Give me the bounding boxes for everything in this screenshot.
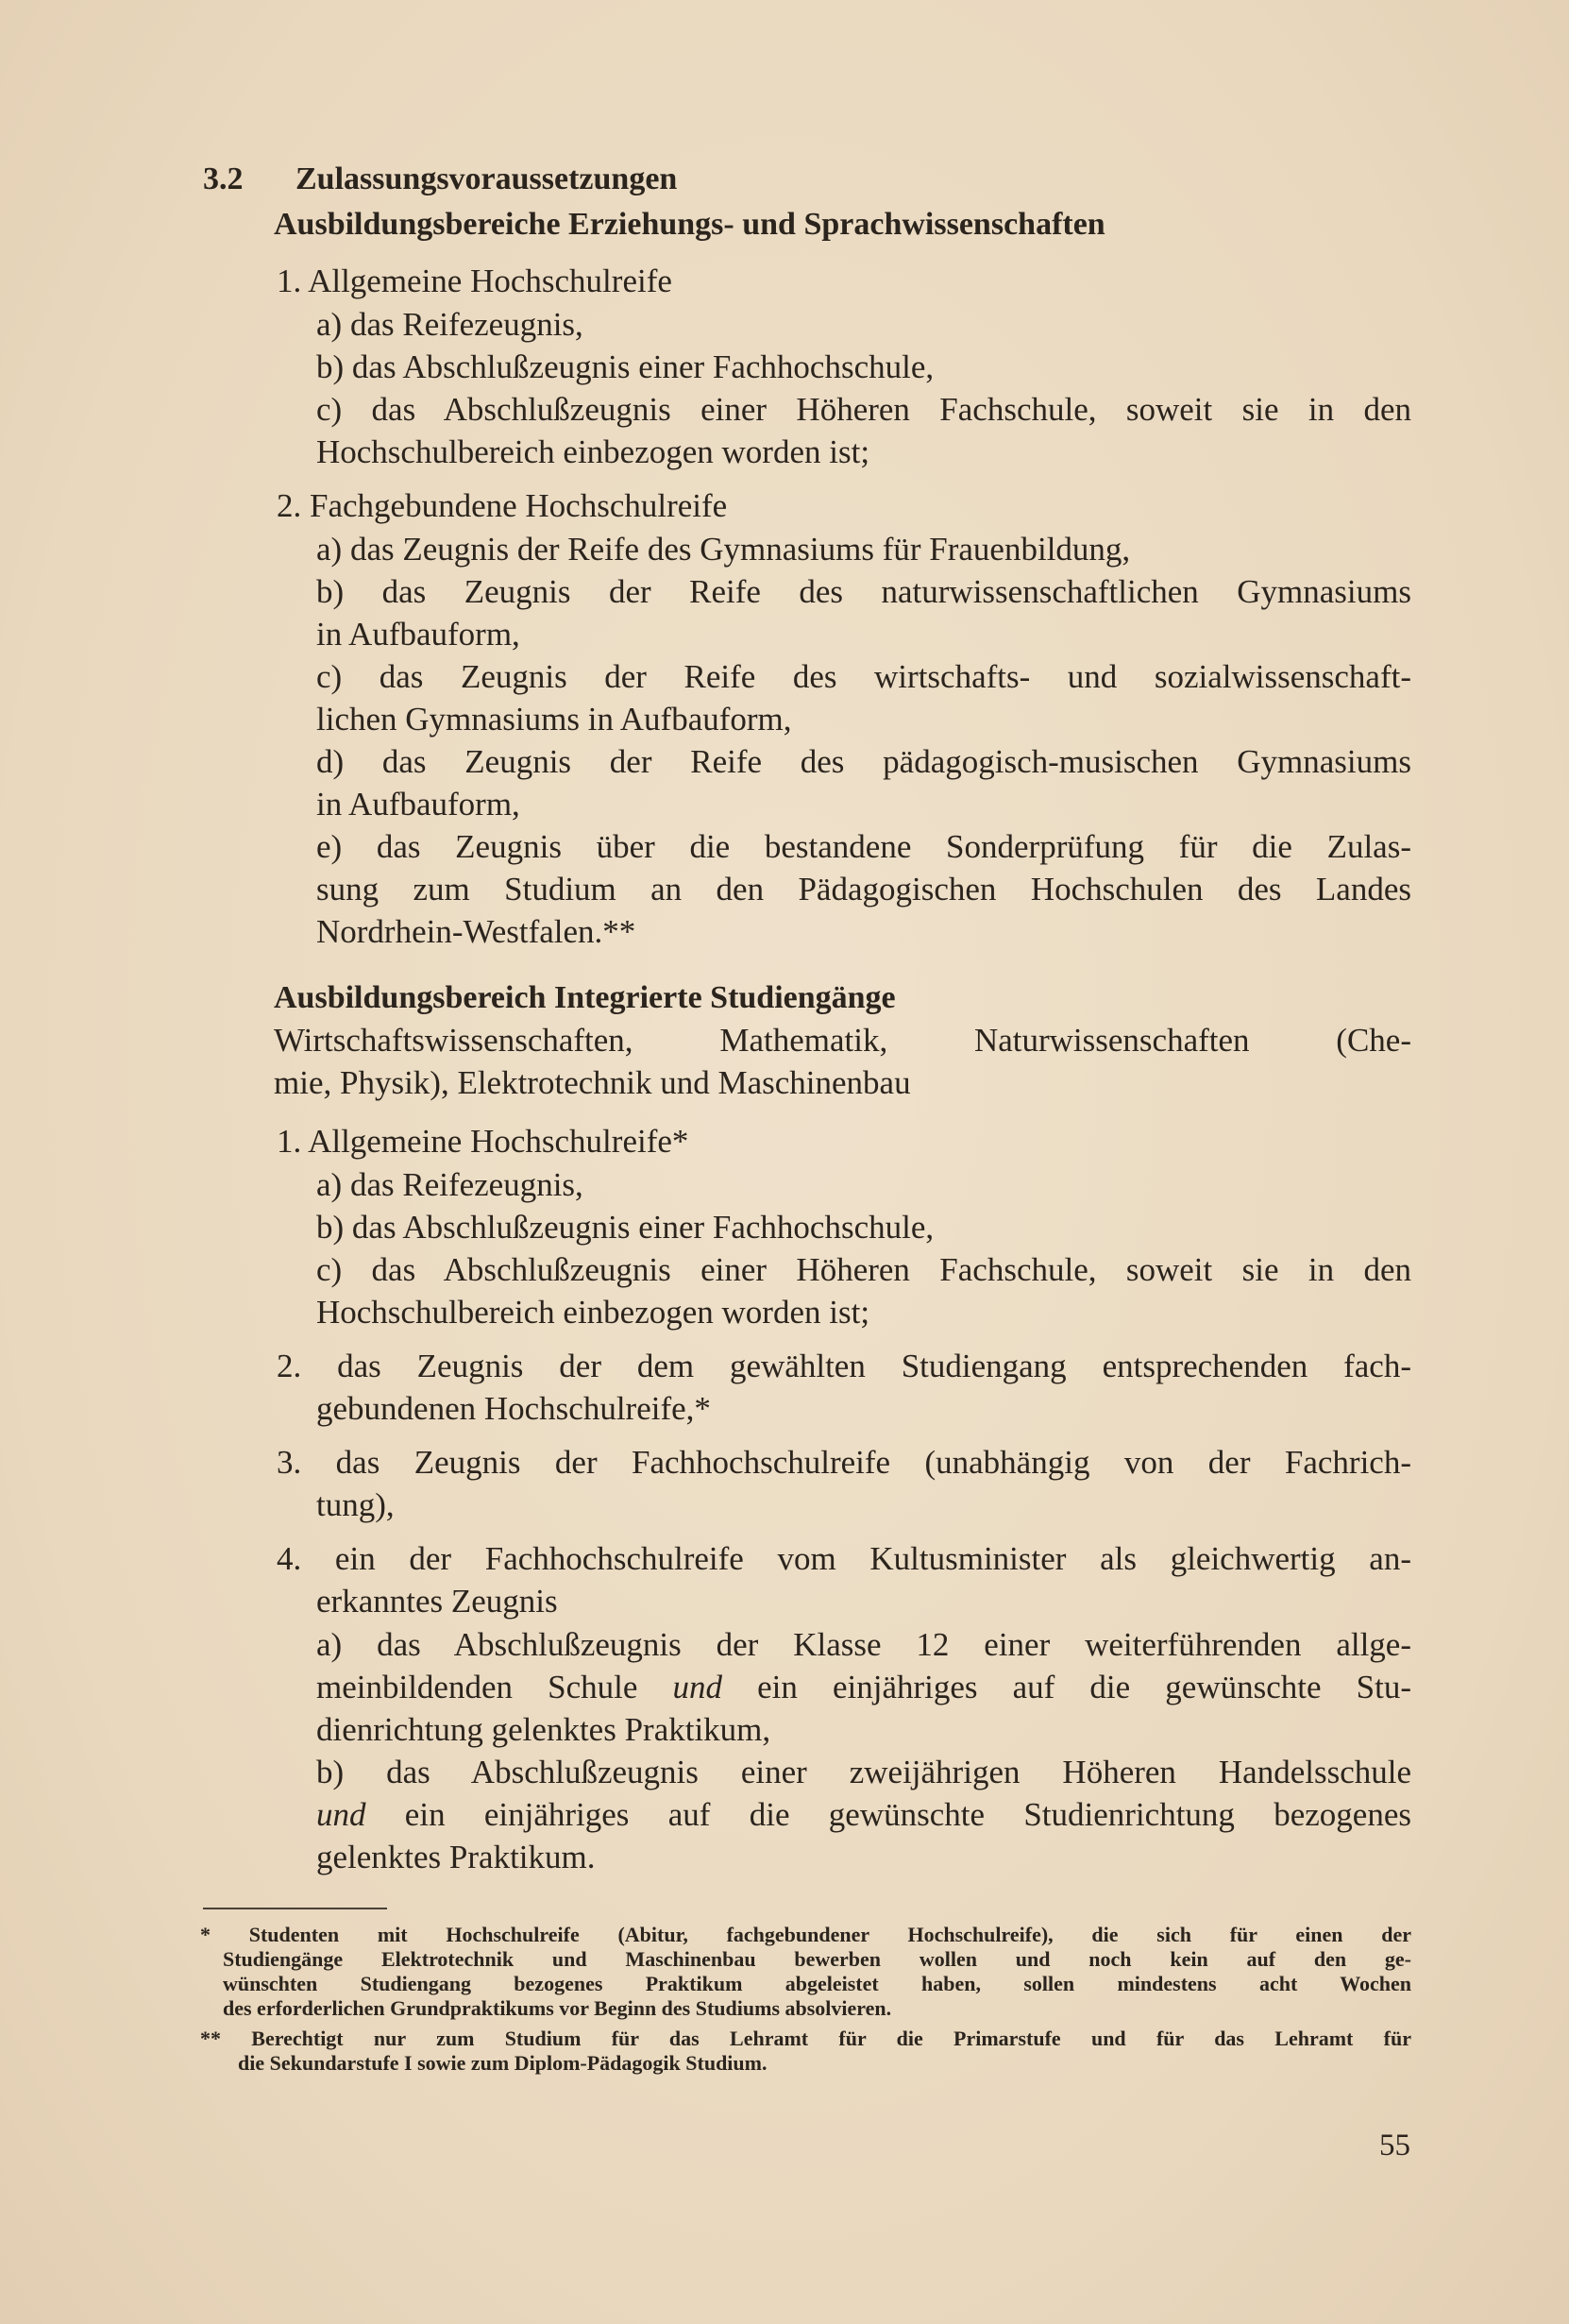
part1-item2-c1: c) das Zeugnis der Reife des wirtschafts- und sozialwissenschaft-: [316, 658, 1411, 695]
part1-item1-c2: Hochschulbereich einbezogen worden ist;: [316, 433, 870, 470]
part2-item3-line1: 3. das Zeugnis der Fachhochschulreife (unabhängig von der Fachrich-: [277, 1444, 1411, 1481]
footnote-1-line2: Studiengänge Elektrotechnik und Maschinenbau bewerben wollen und noch kein auf den ge-: [223, 1947, 1411, 1971]
part1-item2-b2: in Aufbauform,: [316, 616, 520, 653]
part1-item2-c2: lichen Gymnasiums in Aufbauform,: [316, 701, 792, 738]
footnote-1-line3: wünschten Studiengang bezogenes Praktikum abgeleistet haben, sollen mindestens acht Wochen: [223, 1972, 1411, 1995]
part2-item1-c2: Hochschulbereich einbezogen worden ist;: [316, 1294, 870, 1331]
part2-heading: Ausbildungsbereich Integrierte Studiengänge: [274, 980, 896, 1015]
part2-item1-a: a) das Reifezeugnis,: [316, 1166, 583, 1203]
part2-item1-b: b) das Abschlußzeugnis einer Fachhochschule,: [316, 1209, 935, 1246]
section-subtitle: Ausbildungsbereiche Erziehungs- und Sprachwissenschaften: [274, 207, 1105, 242]
part1-item2-a: a) das Zeugnis der Reife des Gymnasiums für Frauenbildung,: [316, 531, 1131, 568]
part2-item4-a2-post: ein einjähriges auf die gewünschte Stu-: [721, 1669, 1411, 1705]
footnote-2-line1: ** Berechtigt nur zum Studium für das Lehramt für die Primarstufe und für das Lehramt für: [200, 2027, 1411, 2050]
footnote-divider: [203, 1908, 387, 1909]
part2-item1-label: 1. Allgemeine Hochschulreife*: [277, 1123, 689, 1160]
part2-intro-line2: mie, Physik), Elektrotechnik und Maschinenbau: [274, 1064, 911, 1101]
part2-item1-c1: c) das Abschlußzeugnis einer Höheren Fachschule, soweit sie in den: [316, 1251, 1411, 1288]
part2-item3-line2: tung),: [316, 1486, 395, 1523]
part2-item4-a2-pre: meinbildenden Schule: [316, 1669, 673, 1705]
part1-item2-e3: Nordrhein-Westfalen.**: [316, 913, 636, 950]
section-number: 3.2: [203, 161, 244, 196]
part2-item4-b2-post: ein einjähriges auf die gewünschte Studienrichtung bezogenes: [365, 1796, 1411, 1833]
part2-item4-a2: [316, 1667, 1411, 1708]
part2-intro-line1: Wirtschaftswissenschaften, Mathematik, Naturwissenschaften (Che-: [274, 1022, 1411, 1059]
page-number: 55: [1379, 2129, 1410, 2163]
section-title: Zulassungsvoraussetzungen: [295, 161, 678, 196]
footnote-1-line4: des erforderlichen Grundpraktikums vor Beginn des Studiums absolvieren.: [223, 1996, 892, 2020]
part1-item1-c1: c) das Abschlußzeugnis einer Höheren Fachschule, soweit sie in den: [316, 391, 1411, 428]
part2-item4-b3: gelenktes Praktikum.: [316, 1839, 596, 1875]
part1-item1-label: 1. Allgemeine Hochschulreife: [277, 263, 672, 299]
part1-item2-e1: e) das Zeugnis über die bestandene Sonderprüfung für die Zulas-: [316, 828, 1411, 865]
part2-item4-a2-und: und: [672, 1669, 722, 1705]
part2-item2-line2: gebundenen Hochschulreife,*: [316, 1390, 711, 1427]
footnote-2-line2: die Sekundarstufe I sowie zum Diplom-Pädagogik Studium.: [238, 2051, 768, 2075]
part1-item1-a: a) das Reifezeugnis,: [316, 306, 583, 343]
part2-item2-line1: 2. das Zeugnis der dem gewählten Studiengang entsprechenden fach-: [277, 1348, 1411, 1384]
footnote-1-line1: * Studenten mit Hochschulreife (Abitur, fachgebundener Hochschulreife), die sich für einen der: [200, 1923, 1411, 1946]
part1-item2-d1: d) das Zeugnis der Reife des pädagogisch-musischen Gymnasiums: [316, 743, 1411, 780]
part2-item4-line2: erkanntes Zeugnis: [316, 1583, 558, 1620]
part1-item2-b1: b) das Zeugnis der Reife des naturwissenschaftlichen Gymnasiums: [316, 573, 1411, 610]
part1-item2-label: 2. Fachgebundene Hochschulreife: [277, 487, 728, 524]
part2-item4-b1: b) das Abschlußzeugnis einer zweijährigen Höheren Handelsschule: [316, 1754, 1411, 1790]
part2-item4-a3: dienrichtung gelenktes Praktikum,: [316, 1711, 771, 1748]
part2-item4-b2: [316, 1794, 1411, 1836]
part1-item1-b: b) das Abschlußzeugnis einer Fachhochschule,: [316, 348, 935, 385]
part2-item4-b2-und: und: [316, 1796, 366, 1833]
part2-item4-a1: a) das Abschlußzeugnis der Klasse 12 einer weiterführenden allge-: [316, 1626, 1411, 1663]
part1-item2-d2: in Aufbauform,: [316, 786, 520, 823]
part1-item2-e2: sung zum Studium an den Pädagogischen Hochschulen des Landes: [316, 871, 1411, 908]
part2-item4-line1: 4. ein der Fachhochschulreife vom Kultusminister als gleichwertig an-: [277, 1540, 1411, 1577]
